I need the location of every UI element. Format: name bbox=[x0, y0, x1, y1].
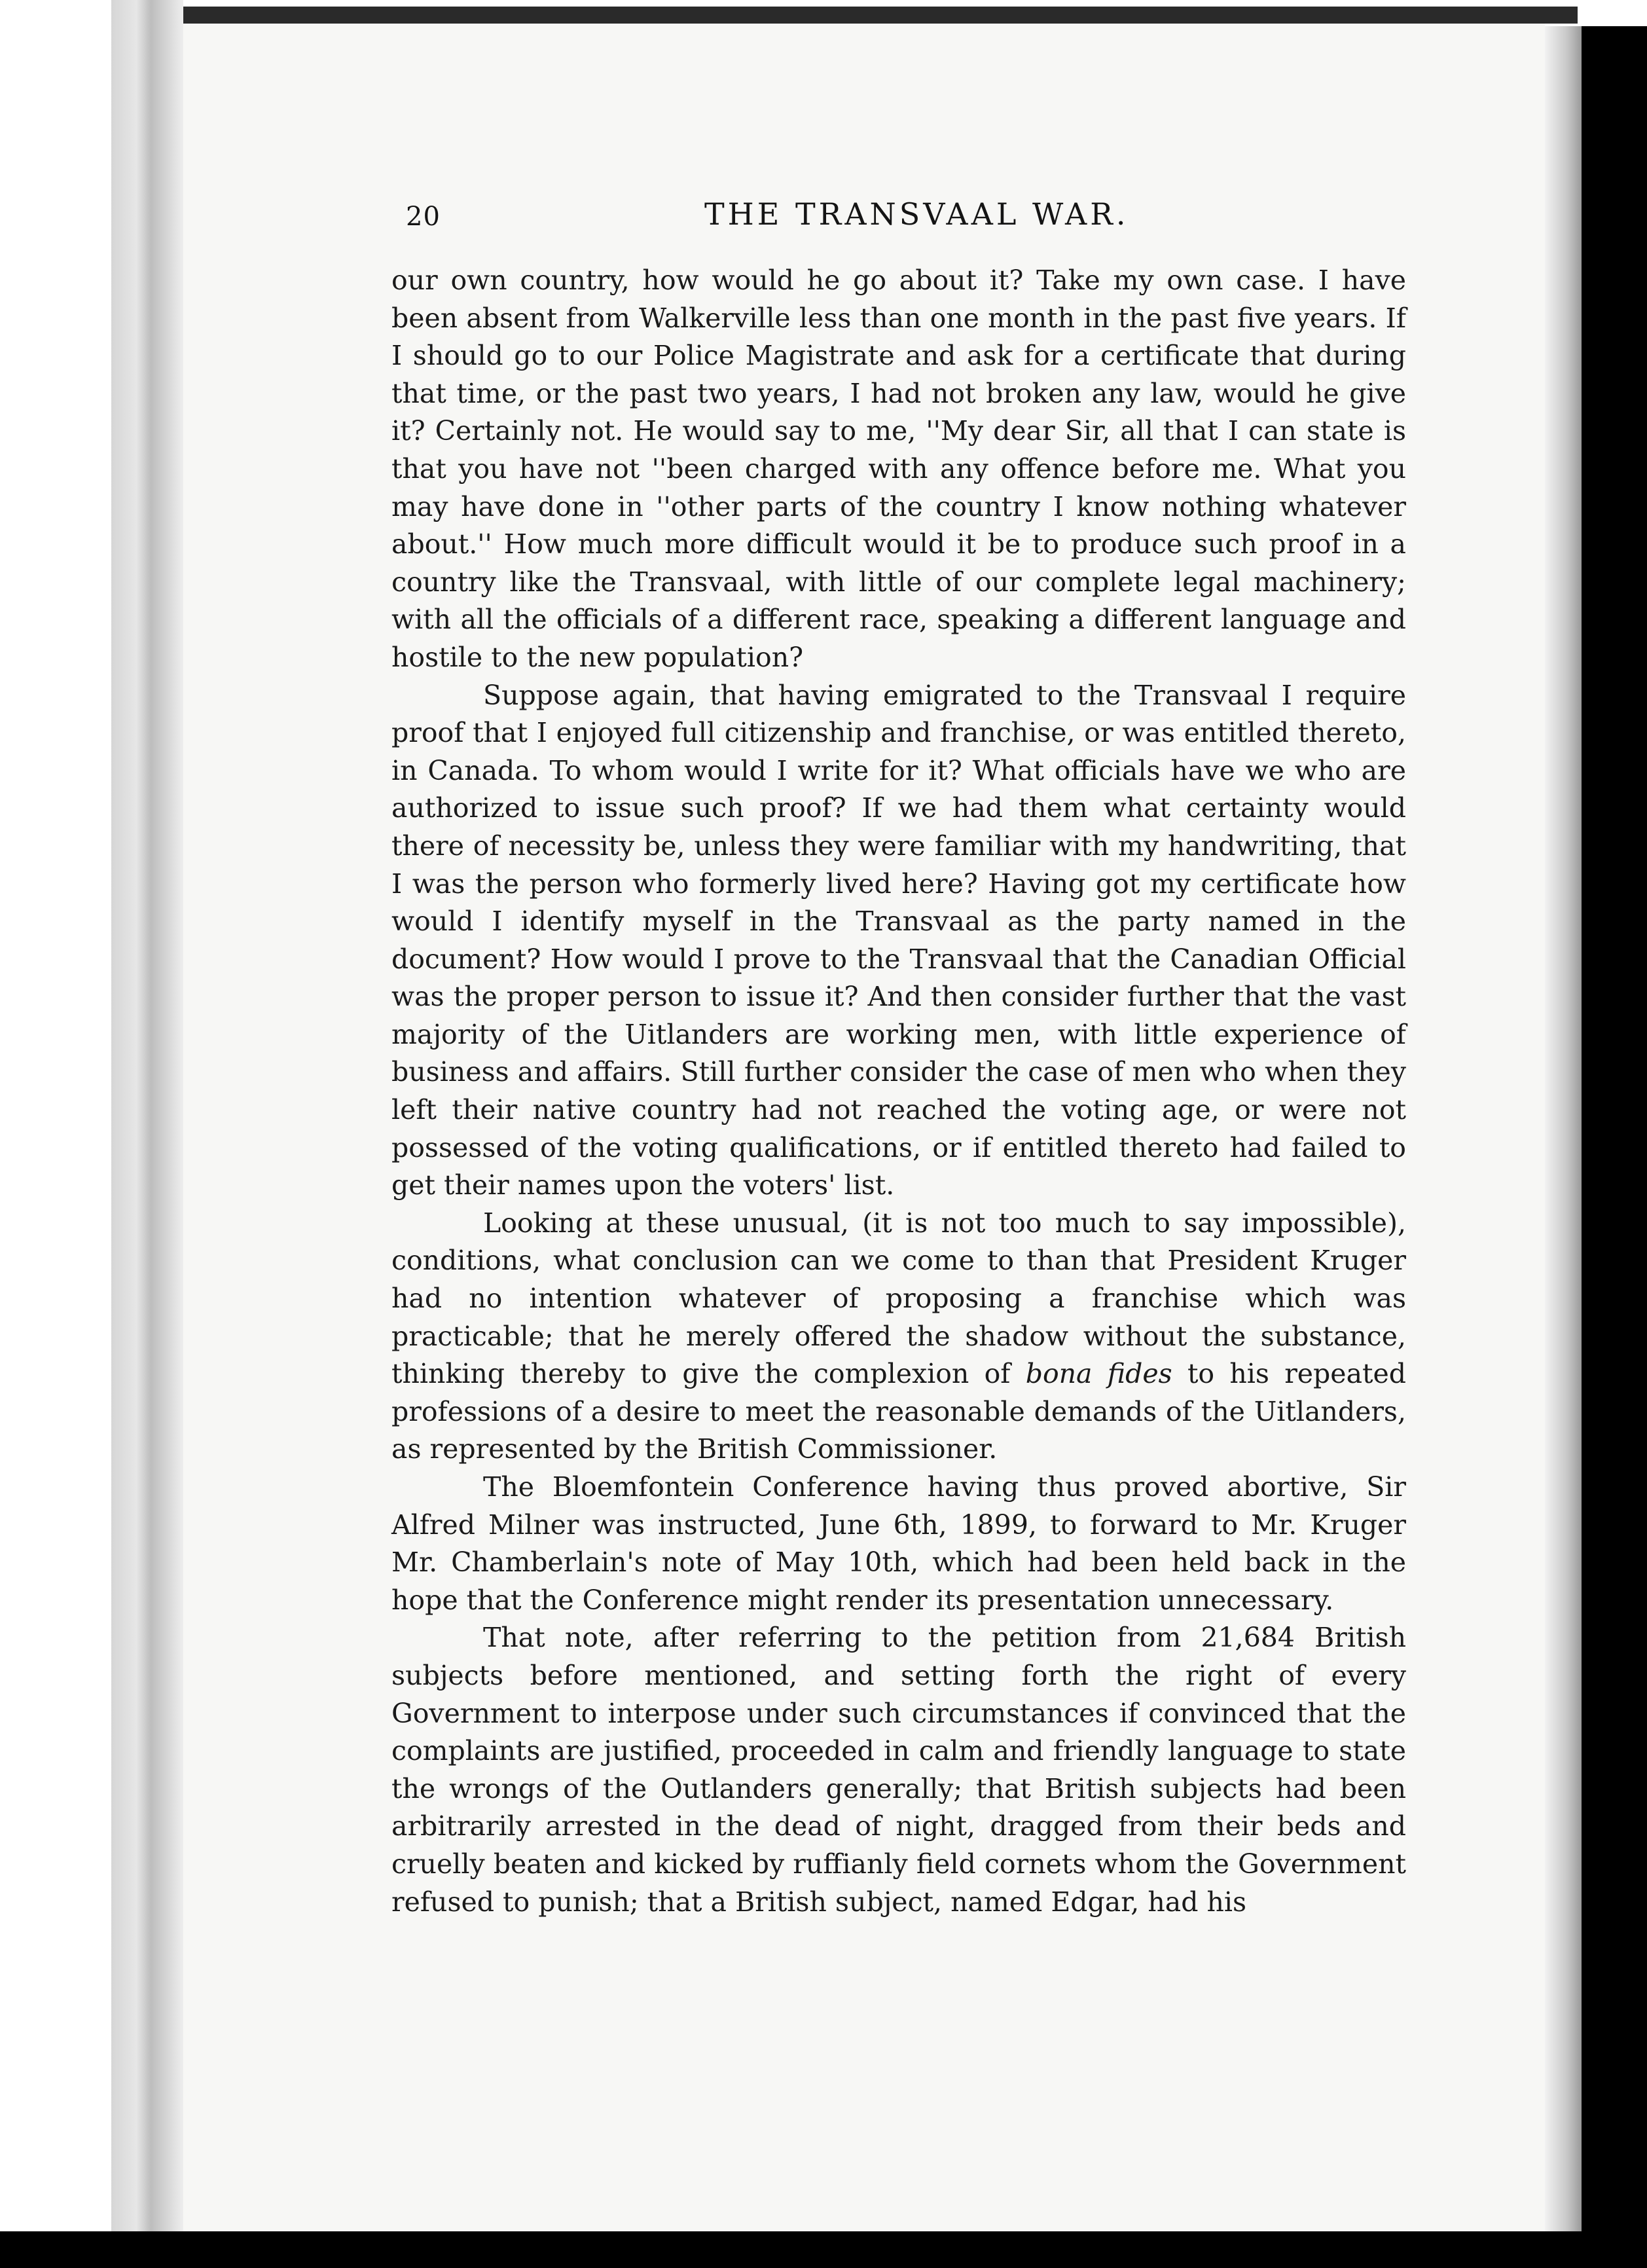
page-header bbox=[406, 196, 1466, 249]
paragraph-3-text-after: to his repeated professions of a desire to meet the reasonable demands of the Uitlanders, as represented by the British Commissioner. bbox=[391, 1358, 1406, 1465]
paragraph-2: Suppose again, that having emigrated to the Transvaal I require proof that I enjoyed full citizenship and franchise, or was entitled thereto, in Canada. To whom would I write for it? What officials have we who are authorized to issue such proof? If we had them what certainty would there of necessity be, unless they were familiar with my handwriting, that I was the person who formerly lived here? Having got my certificate how would I identify myself in the Transvaal as the party named in the document? How would I prove to the Transvaal that the Canadian Official was the proper person to issue it? And then consider further that the vast majority of the Uitlanders are working men, with little experience of business and affairs. Still further consider the case of men who when they left their native country had not reached the voting age, or were not possessed of the voting qualifications, or if entitled thereto had failed to get their names upon the voters' list. bbox=[391, 679, 1406, 1201]
page-body bbox=[391, 262, 1406, 1921]
book-binding-edge bbox=[111, 0, 183, 2268]
paragraph-4: The Bloemfontein Conference having thus proved abortive, Sir Alfred Milner was instructed, June 6th, 1899, to forward to Mr. Kruger Mr. Chamberlain's note of May 10th, which had been held back in the hope that the Conference might render its presentation unnecessary. bbox=[391, 1471, 1406, 1616]
running-title: THE TRANSVAAL WAR. bbox=[704, 196, 1129, 232]
page-number: 20 bbox=[406, 202, 441, 232]
italic-phrase: bona fides bbox=[1025, 1358, 1172, 1390]
paragraph-1: our own country, how would he go about it? Take my own case. I have been absent from Walkerville less than one month in the past five years. If I should go to our Police Magistrate and ask for a certificate that during that time, or the past two years, I had not broken any law, would he give it? Certainly not. He would say to me, ''My dear Sir, all that I can state is that you have not ''been charged with any offence before me. What you may have done in ''other parts of the country I know nothing whatever about.'' How much more difficult would it be to produce such proof in a country like the Transvaal, with little of our complete legal machinery; with all the officials of a different race, speaking a different language and hostile to the new population? bbox=[391, 265, 1406, 673]
bottom-scan-border bbox=[0, 2231, 1647, 2268]
top-page-edge bbox=[183, 7, 1578, 24]
right-scan-border bbox=[1582, 26, 1647, 2231]
paragraph-3-text-before: Looking at these unusual, (it is not too much to say impossible), conditions, what conclusion can we come to than that President Kruger had no intention whatever of proposing a franchise which was practicable; that he merely offered the shadow without the substance, thinking thereby to give the complexion of bbox=[391, 1207, 1406, 1390]
right-page-shadow bbox=[1545, 26, 1582, 2231]
paragraph-3 bbox=[391, 1205, 1406, 1469]
paragraph-5: That note, after referring to the petition from 21,684 British subjects before mentioned, and setting forth the right of every Government to interpose under such circumstances if convinced that the complaints are justified, proceeded in calm and friendly language to state the wrongs of the Outlanders generally; that British subjects had been arbitrarily arrested in the dead of night, dragged from their beds and cruelly beaten and kicked by ruffianly field cornets whom the Government refused to punish; that a British subject, named Edgar, had his bbox=[391, 1622, 1406, 1918]
